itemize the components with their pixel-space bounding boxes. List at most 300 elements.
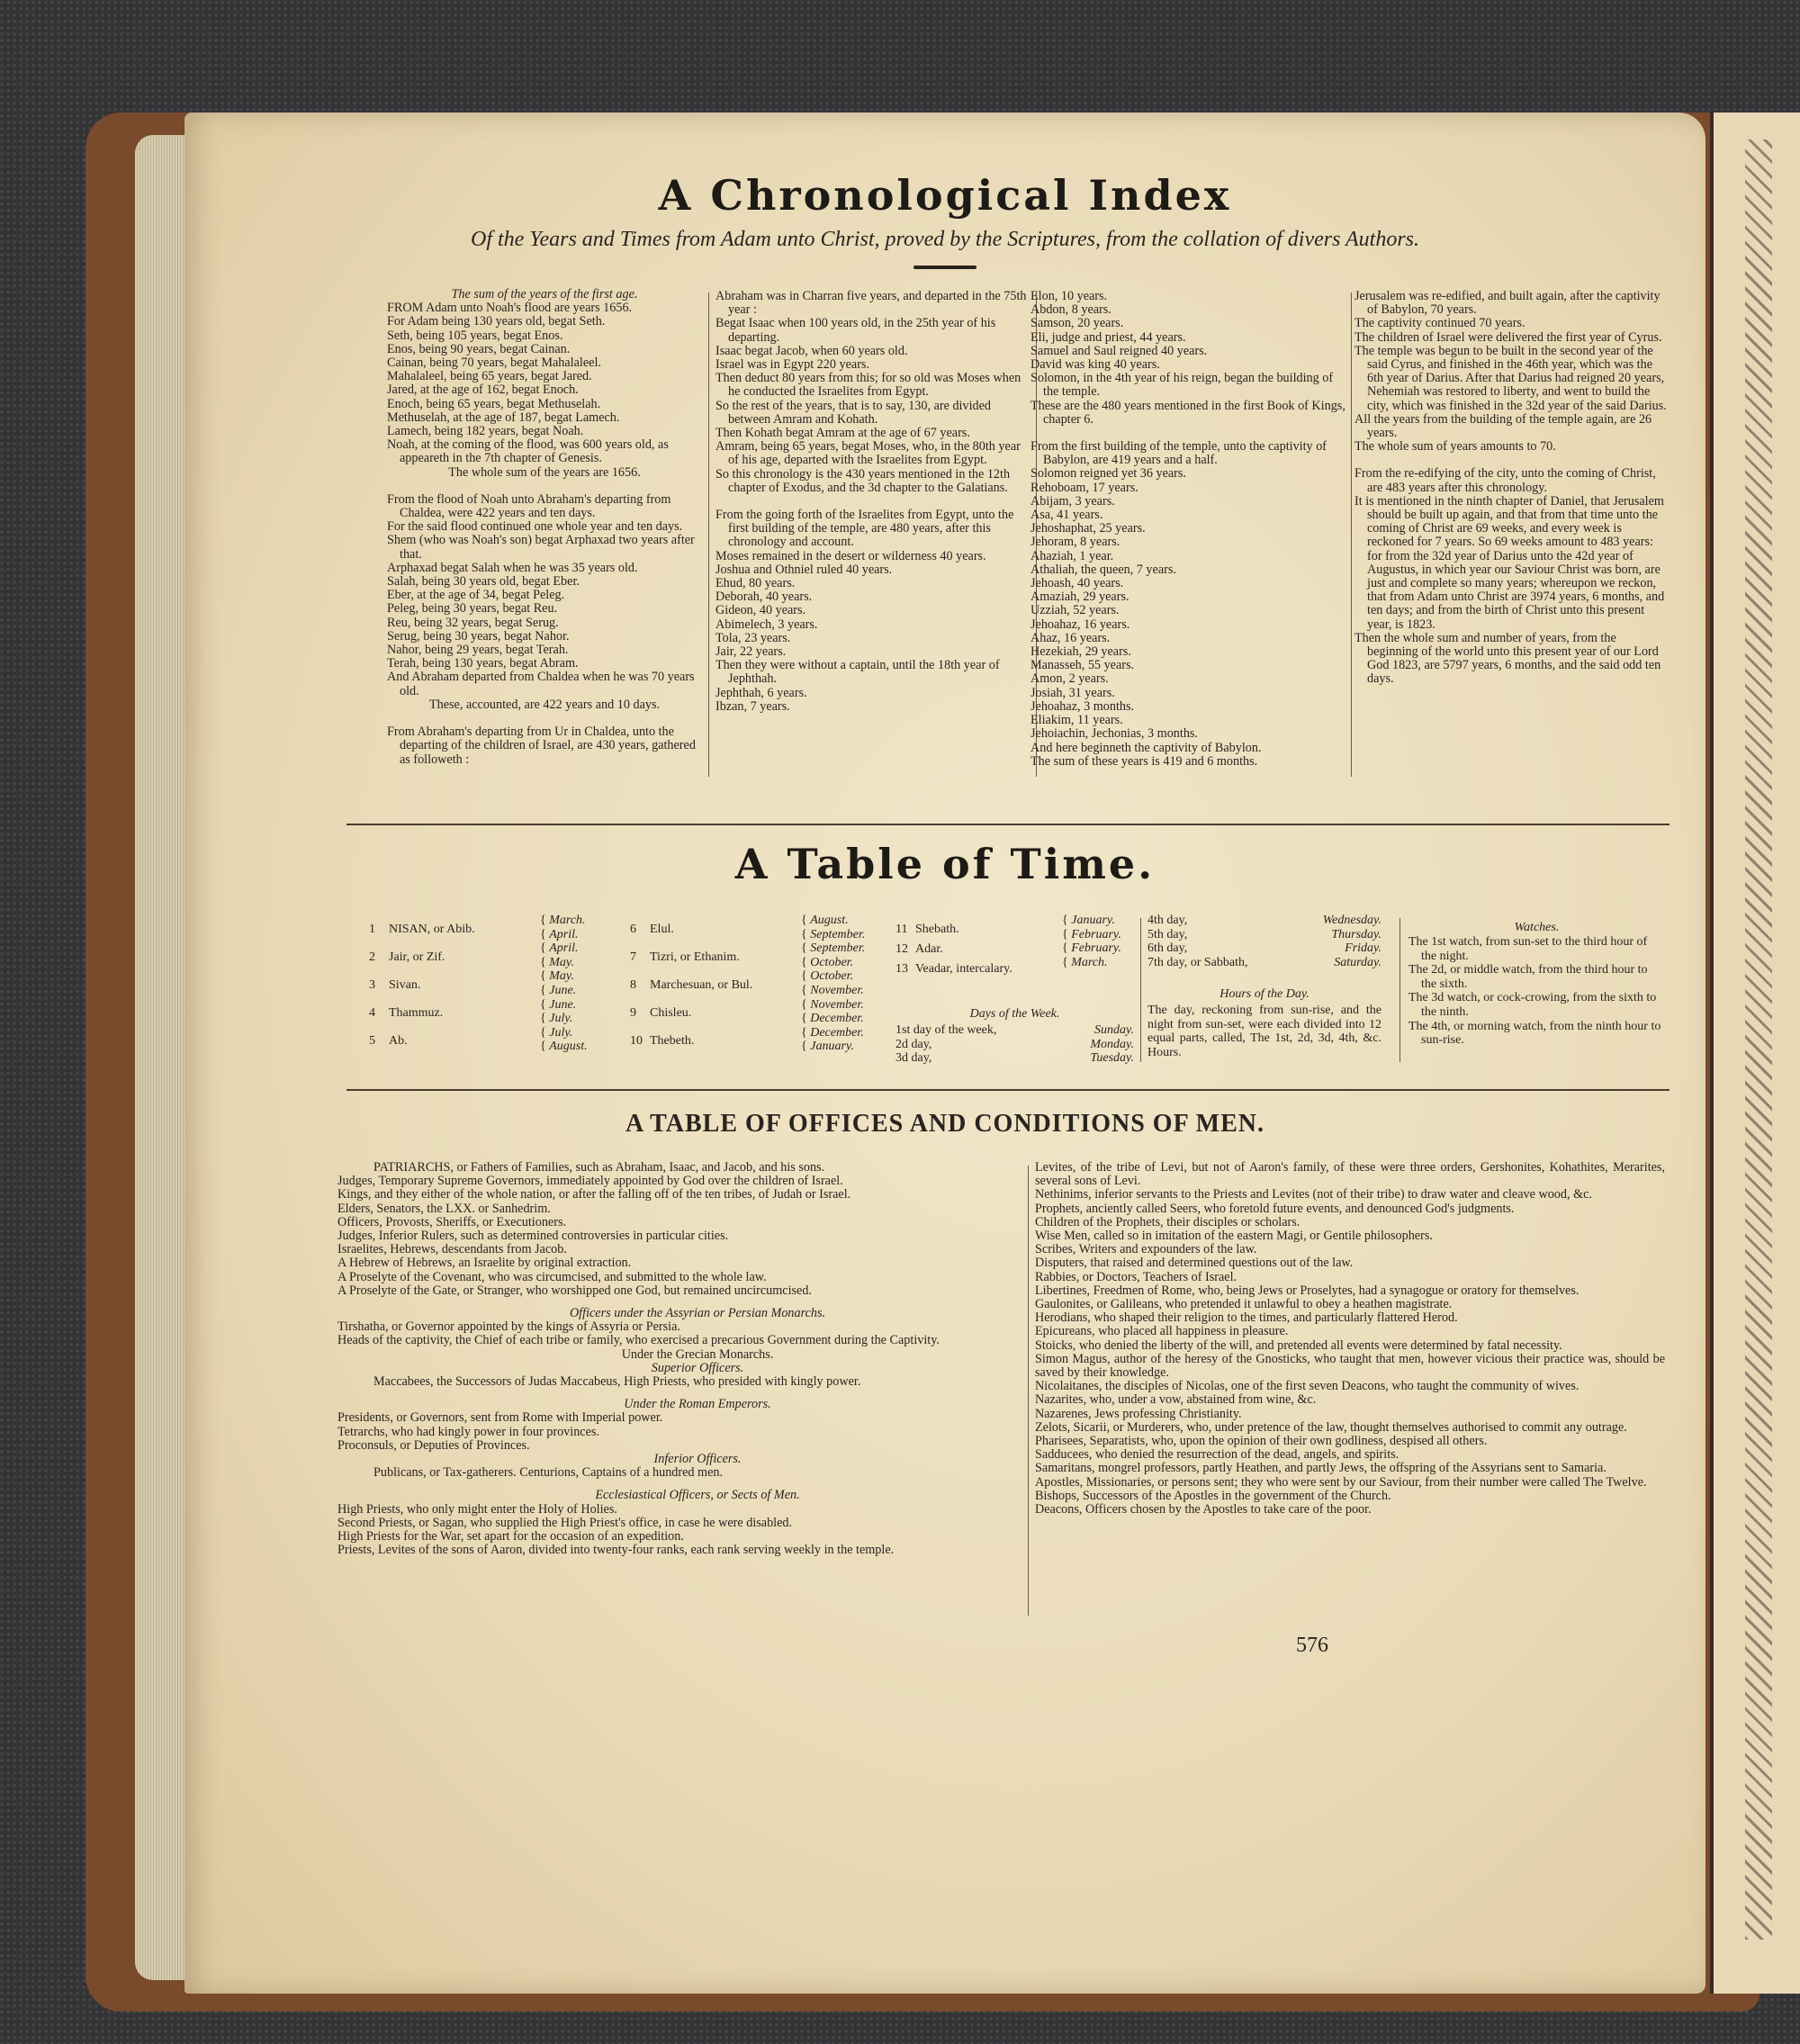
- book-page: [184, 113, 1706, 1994]
- chron-entry: The whole sum of the years are 1656.: [448, 464, 641, 480]
- month-row: [369, 923, 540, 950]
- chron-entry: Uzziah, 52 years.: [1030, 603, 1120, 618]
- chron-entry: Enoch, being 65 years, begat Methuselah.: [387, 396, 601, 411]
- days-list-2: [1148, 914, 1382, 969]
- watch-entry: The 1st watch, from sun-set to the third hour of the night.: [1408, 935, 1648, 963]
- brace-row: [540, 1012, 630, 1026]
- watches-list: [1408, 935, 1665, 1048]
- chron-entry: The whole sum of years amounts to 70.: [1354, 439, 1556, 455]
- table-of-time-title: A Table of Time.: [734, 840, 1156, 888]
- brace-glyph: {: [540, 983, 550, 997]
- month-row: [369, 1034, 540, 1062]
- office-entry: Apostles, Missionaries, or persons sent; they who were sent by our Saviour, from their number were called The Twelve.: [1035, 1474, 1647, 1490]
- brace-row: [540, 941, 630, 956]
- chron-entry: Samson, 20 years.: [1030, 316, 1124, 331]
- office-entry: Rabbies, or Doctors, Teachers of Israel.: [1035, 1269, 1238, 1284]
- month-name: Ab.: [389, 1034, 408, 1048]
- col1-entries: [387, 302, 702, 767]
- office-entry: Scribes, Writers and expounders of the law.: [1035, 1242, 1257, 1257]
- brace-month: October.: [810, 969, 854, 984]
- chron-entry: These are the 480 years mentioned in the first Book of Kings, chapter 6.: [1030, 398, 1346, 427]
- brace-month: May.: [549, 969, 574, 984]
- office-entry: Under the Roman Emperors.: [624, 1397, 771, 1412]
- month-list-1: [369, 923, 540, 1062]
- chron-entry: David was king 40 years.: [1030, 357, 1160, 373]
- brace-glyph: {: [1062, 927, 1072, 941]
- day-name: Wednesday.: [1322, 914, 1382, 927]
- office-entry: Under the Grecian Monarchs.: [621, 1346, 774, 1362]
- title-ornament: [914, 266, 976, 269]
- office-entry: Nicolaitanes, the disciples of Nicolas, one of the first seven Deacons, who taught the community of wives.: [1035, 1379, 1580, 1394]
- month-row: [630, 978, 810, 1006]
- office-entry: Judges, Temporary Supreme Governors, immediately appointed by God over the children of Israel.: [338, 1174, 843, 1189]
- office-entry: Samaritans, mongrel professors, partly Heathen, and partly Jews, the offspring of the Assyrians sent to Samaria.: [1035, 1461, 1606, 1476]
- brace-month: September.: [810, 927, 866, 941]
- chron-entry: Ehud, 80 years.: [716, 576, 796, 591]
- brace-month: January.: [810, 1040, 854, 1054]
- month-name: Thammuz.: [389, 1006, 444, 1020]
- chron-entry: Jephthah, 6 years.: [716, 685, 807, 700]
- brace-month: December.: [810, 1025, 864, 1040]
- brace-month: February.: [1071, 927, 1121, 941]
- brace-row: [801, 914, 891, 928]
- day-row: [1148, 941, 1382, 956]
- brace-glyph: {: [540, 1040, 550, 1054]
- chron-entry: Enos, being 90 years, begat Cainan.: [387, 341, 571, 356]
- day-ordinal: 5th day,: [1148, 927, 1188, 941]
- chron-column-3: [1030, 290, 1346, 769]
- brace-glyph: {: [540, 927, 550, 941]
- brace-glyph: {: [801, 969, 811, 984]
- chron-entry: Seth, being 105 years, begat Enos.: [387, 328, 563, 343]
- brace-month: April.: [549, 927, 579, 941]
- hours-heading: Hours of the Day.: [1220, 987, 1310, 1001]
- month-brace-1: [540, 914, 630, 1054]
- chron-entry: Ahaz, 16 years.: [1030, 630, 1111, 645]
- day-row: [896, 1038, 1134, 1052]
- brace-month: November.: [810, 997, 864, 1012]
- chron-entry: The children of Israel were delivered the first year of Cyrus.: [1354, 329, 1662, 345]
- chron-entry: Lamech, being 182 years, begat Noah.: [387, 424, 584, 439]
- chron-entry: Shem (who was Noah's son) begat Arphaxad two years after that.: [387, 533, 695, 562]
- chron-entry: Solomon, in the 4th year of his reign, began the building of the temple.: [1030, 371, 1334, 400]
- chron-entry: Begat Isaac when 100 years old, in the 25th year of his departing.: [716, 316, 996, 345]
- month-number: 5: [369, 1034, 375, 1048]
- office-entry: Levites, of the tribe of Levi, but not of Aaron's family, of these were three orders, Gershonites, Kohathites, Merarites, several sons of Levi.: [1035, 1160, 1665, 1189]
- office-entry: Elders, Senators, the LXX. or Sanhedrim.: [338, 1201, 551, 1216]
- office-entry: Prophets, anciently called Seers, who foretold future events, and denounced God's judgments.: [1035, 1201, 1515, 1216]
- month-list-2: [630, 923, 810, 1062]
- office-entry: Pharisees, Separatists, who, upon the opinion of their own godliness, despised all others.: [1035, 1434, 1488, 1449]
- office-entry: Disputers, that raised and determined questions out of the law.: [1035, 1256, 1354, 1271]
- offices-title: A TABLE OF OFFICES AND CONDITIONS OF MEN.: [626, 1110, 1264, 1138]
- day-row: [896, 1023, 1134, 1038]
- brace-row: [540, 969, 630, 984]
- brace-month: June.: [549, 983, 577, 997]
- chron-entry: From the going forth of the Israelites from Egypt, unto the first building of the temple, are 480 years, after this chronology and account.: [716, 508, 1014, 550]
- chron-entry: Samuel and Saul reigned 40 years.: [1030, 343, 1208, 358]
- brace-row: [801, 928, 891, 942]
- chron-entry: Jair, 22 years.: [716, 644, 787, 660]
- month-row: [896, 942, 1066, 962]
- month-number: 4: [369, 1006, 375, 1020]
- brace-month: July.: [549, 1025, 573, 1040]
- column-divider: [1351, 293, 1352, 777]
- office-entry: Libertines, Freedmen of Rome, who, being Jews or Proselytes, had a synagogue or oratory for themselves.: [1035, 1283, 1580, 1298]
- office-entry: A Proselyte of the Covenant, who was circumcised, and submitted to the whole law.: [338, 1269, 767, 1284]
- office-entry: Sadducees, who denied the resurrection of the dead, angels, and spirits.: [1035, 1447, 1400, 1463]
- office-entry: Kings, and they either of the whole nation, or after the falling off of the ten tribes, of Judah or Israel.: [338, 1187, 851, 1202]
- month-number: 1: [369, 923, 375, 936]
- brace-month: March.: [1071, 955, 1108, 969]
- chron-entry: Nahor, being 29 years, begat Terah.: [387, 643, 569, 658]
- brace-month: August.: [810, 914, 849, 927]
- month-row: [896, 962, 1066, 982]
- month-number: 11: [896, 923, 908, 936]
- chron-entry: Rehoboam, 17 years.: [1030, 480, 1138, 495]
- brace-row: [801, 1012, 891, 1026]
- chron-entry: Salah, being 30 years old, begat Eber.: [387, 574, 580, 590]
- office-entry: Tirshatha, or Governor appointed by the kings of Assyria or Persia.: [338, 1319, 680, 1335]
- office-entry: Inferior Officers.: [653, 1452, 742, 1467]
- chron-entry: These, accounted, are 422 years and 10 days.: [428, 697, 661, 712]
- brace-row: [801, 998, 891, 1013]
- watch-entry: The 3d watch, or cock-crowing, from the sixth to the ninth.: [1408, 991, 1657, 1019]
- chron-entry: Ahaziah, 1 year.: [1030, 548, 1114, 563]
- brace-glyph: {: [801, 1040, 811, 1054]
- month-name: Thebeth.: [650, 1034, 695, 1048]
- chron-entry: Athaliah, the queen, 7 years.: [1030, 562, 1176, 577]
- brace-row: [801, 969, 891, 984]
- office-entry: Officers, Provosts, Sheriffs, or Executioners.: [338, 1214, 567, 1229]
- day-ordinal: 3d day,: [896, 1051, 932, 1066]
- section-rule: [346, 1089, 1670, 1091]
- brace-glyph: {: [801, 1012, 811, 1026]
- brace-month: February.: [1071, 941, 1121, 956]
- month-number: 2: [369, 950, 375, 964]
- month-name: Tizri, or Ethanim.: [650, 950, 740, 964]
- office-entry: Tetrarchs, who had kingly power in four provinces.: [338, 1424, 599, 1439]
- chron-entry: Amaziah, 29 years.: [1030, 590, 1130, 605]
- brace-glyph: {: [801, 914, 811, 927]
- chron-entry: Hezekiah, 29 years.: [1030, 644, 1131, 660]
- chron-entry: Methuselah, at the age of 187, begat Lamech.: [387, 410, 620, 425]
- brace-glyph: {: [801, 927, 811, 941]
- month-name: Marchesuan, or Bul.: [650, 978, 753, 992]
- chron-entry: Tola, 23 years.: [716, 630, 791, 645]
- day-ordinal: 2d day,: [896, 1037, 932, 1051]
- month-number: 7: [630, 950, 636, 964]
- brace-glyph: {: [1062, 941, 1072, 956]
- brace-month: July.: [549, 1012, 573, 1026]
- col3-entries: [1030, 290, 1346, 769]
- day-ordinal: 6th day,: [1148, 941, 1188, 956]
- chron-entry: From the re-edifying of the city, unto the coming of Christ, are 483 years after this chronology.: [1354, 466, 1656, 495]
- month-brace-2: [801, 914, 891, 1054]
- office-entry: Children of the Prophets, their disciples or scholars.: [1035, 1214, 1300, 1229]
- ornament-border: [1745, 140, 1772, 1940]
- office-entry: Nazarenes, Jews professing Christianity.: [1035, 1406, 1242, 1421]
- chron-entry: Solomon reigned yet 36 years.: [1030, 466, 1186, 482]
- brace-row: [540, 984, 630, 998]
- month-number: 3: [369, 978, 375, 992]
- brace-month: June.: [549, 997, 577, 1012]
- brace-row: [801, 956, 891, 970]
- month-number: 12: [896, 942, 908, 956]
- month-number: 8: [630, 978, 636, 992]
- chron-entry: So the rest of the years, that is to say, 130, are divided between Amram and Kohath.: [716, 398, 992, 427]
- chron-entry: Amram, being 65 years, begat Moses, who, in the 80th year of his age, departed with the Israelites from Egypt.: [716, 439, 1021, 468]
- chron-entry: Josiah, 31 years.: [1030, 685, 1115, 700]
- brace-month: April.: [549, 941, 579, 956]
- chron-entry: Asa, 41 years.: [1030, 508, 1103, 523]
- office-entry: Bishops, Successors of the Apostles in the government of the Church.: [1035, 1488, 1391, 1503]
- offices-left: [338, 1160, 1022, 1558]
- month-number: 6: [630, 923, 636, 936]
- chron-entry: Peleg, being 30 years, begat Reu.: [387, 601, 558, 617]
- col4-entries: [1354, 290, 1668, 687]
- brace-month: October.: [810, 955, 854, 969]
- month-name: Elul.: [650, 923, 674, 936]
- chron-entry: Abdon, 8 years.: [1030, 302, 1112, 318]
- month-name: Jair, or Zif.: [389, 950, 446, 964]
- chron-entry: Ibzan, 7 years.: [716, 698, 790, 714]
- brace-row: [1062, 914, 1143, 928]
- days-list-1: [896, 1023, 1134, 1066]
- chron-column-4: [1354, 290, 1668, 687]
- office-entry: Gaulonites, or Galileans, who pretended it unlawful to obey a heathen magistrate.: [1035, 1297, 1453, 1312]
- watches-group: [1408, 914, 1665, 1085]
- day-ordinal: 7th day, or Sabbath,: [1148, 955, 1248, 969]
- month-row: [369, 950, 540, 978]
- chron-entry: Abijam, 3 years.: [1030, 493, 1115, 509]
- chron-entry: Jehoash, 40 years.: [1030, 576, 1124, 591]
- chron-entry: Jehoshaphat, 25 years.: [1030, 521, 1146, 536]
- brace-glyph: {: [540, 1012, 550, 1026]
- day-row: [1148, 914, 1382, 928]
- chron-entry: Serug, being 30 years, begat Nahor.: [387, 628, 570, 644]
- chron-entry: Joshua and Othniel ruled 40 years.: [716, 562, 893, 577]
- months-group-3: [896, 914, 1138, 1085]
- brace-row: [540, 1040, 630, 1054]
- chron-entry: Amon, 2 years.: [1030, 671, 1109, 687]
- offices-left-entries: [338, 1160, 1022, 1558]
- day-ordinal: 1st day of the week,: [896, 1023, 997, 1037]
- office-entry: Ecclesiastical Officers, or Sects of Men.: [595, 1488, 800, 1503]
- day-name: Sunday.: [1094, 1023, 1134, 1037]
- day-row: [1148, 956, 1382, 970]
- chronological-index-subtitle: Of the Years and Times from Adam unto Christ, proved by the Scriptures, from the collation of divers Authors.: [471, 228, 1419, 251]
- office-entry: Publicans, or Tax-gatherers. Centurions, Captains of a hundred men.: [374, 1465, 724, 1481]
- brace-glyph: {: [801, 941, 811, 956]
- chron-entry: Then deduct 80 years from this; for so old was Moses when he conducted the Israelites from Egypt.: [716, 371, 1022, 400]
- brace-row: [801, 1040, 891, 1054]
- chron-entry: Then Kohath begat Amram at the age of 67 years.: [716, 426, 970, 441]
- days-hours-group: [1148, 914, 1390, 1085]
- brace-month: May.: [549, 955, 574, 969]
- chron-entry: It is mentioned in the ninth chapter of Daniel, that Jerusalem should be built up again, and that from that time unto the coming of Christ are 69 weeks, and every week is reckoned for 7 years. So 69 weeks amount to 483 years: for from the 32d year of Darius unto the 42d year of Augustus, in which year our Saviour Christ was born, are just and complete so many years; whereupon we reckon, that from Adam unto Christ are 3974 years, 6 months, and ten days; and from the birth of Christ unto this present year, is 1823.: [1354, 493, 1665, 632]
- month-row: [369, 978, 540, 1006]
- brace-glyph: {: [540, 914, 550, 927]
- office-entry: Herodians, who shaped their religion to the times, and particularly flattered Herod.: [1035, 1310, 1458, 1326]
- office-entry: Wise Men, called so in imitation of the eastern Magi, or Gentile philosophers.: [1035, 1229, 1433, 1244]
- brace-row: [540, 1026, 630, 1040]
- month-name: Shebath.: [915, 923, 959, 936]
- month-brace-3: [1062, 914, 1143, 969]
- brace-row: [1062, 956, 1143, 970]
- chron-entry: Jehoahaz, 3 months.: [1030, 698, 1135, 714]
- chron-entry: From the flood of Noah unto Abraham's departing from Chaldea, were 422 years and ten days.: [387, 491, 671, 521]
- facing-page: [1710, 113, 1800, 1994]
- brace-glyph: {: [540, 955, 550, 969]
- office-entry: Deacons, Officers chosen by the Apostles to take care of the poor.: [1035, 1502, 1372, 1517]
- chron-column-1: [387, 288, 702, 767]
- brace-glyph: {: [801, 1025, 811, 1040]
- brace-month: March.: [549, 914, 586, 927]
- month-number: 9: [630, 1006, 636, 1020]
- chron-entry: FROM Adam unto Noah's flood are years 1656.: [387, 301, 633, 316]
- month-row: [896, 923, 1066, 942]
- day-name: Saturday.: [1334, 955, 1382, 969]
- column-divider: [708, 293, 709, 777]
- office-entry: Zelots, Sicarii, or Murderers, who, under pretence of the law, thought themselves authorised to commit any outrage.: [1035, 1419, 1627, 1435]
- office-entry: Israelites, Hebrews, descendants from Jacob.: [338, 1242, 567, 1257]
- chron-entry: Cainan, being 70 years, begat Mahalaleel.: [387, 356, 601, 371]
- brace-row: [540, 928, 630, 942]
- brace-row: [540, 956, 630, 970]
- office-entry: Maccabees, the Successors of Judas Maccabeus, High Priests, who presided with kingly power.: [374, 1374, 861, 1390]
- chron-entry: Moses remained in the desert or wilderness 40 years.: [716, 548, 986, 563]
- hours-text: The day, reckoning from sun-rise, and the night from sun-set, were each divided into 12 equal parts, called, The 1st, 2d, 3d, 4th, &c. Hours.: [1148, 1004, 1382, 1059]
- day-name: Thursday.: [1331, 927, 1382, 941]
- brace-row: [1062, 941, 1143, 956]
- chron-entry: Jerusalem was re-edified, and built again, after the captivity of Babylon, 70 years.: [1354, 289, 1660, 318]
- brace-row: [540, 998, 630, 1013]
- chron-entry: The sum of these years is 419 and 6 months.: [1030, 753, 1258, 769]
- offices-right-entries: [1035, 1161, 1665, 1517]
- office-entry: High Priests, who only might enter the Holy of Holies.: [338, 1501, 617, 1517]
- day-row: [1148, 928, 1382, 942]
- office-entry: Simon Magus, author of the heresy of the Gnosticks, who taught that men, however vicious their practice was, should be saved by their knowledge.: [1035, 1351, 1665, 1381]
- brace-row: [1062, 928, 1143, 942]
- chron-entry: Jehoahaz, 16 years.: [1030, 617, 1130, 632]
- chron-entry: Arphaxad begat Salah when he was 35 years old.: [387, 560, 638, 575]
- chronological-index-title: A Chronological Index: [658, 171, 1232, 220]
- office-entry: Nazarites, who, under a vow, abstained from wine, &c.: [1035, 1392, 1317, 1408]
- chron-entry: Reu, being 32 years, begat Serug.: [387, 615, 559, 630]
- office-entry: Officers under the Assyrian or Persian Monarchs.: [569, 1306, 826, 1321]
- office-entry: A Proselyte of the Gate, or Stranger, who worshipped one God, but remained uncircumcised.: [338, 1283, 812, 1298]
- chron-entry: And Abraham departed from Chaldea when he was 70 years old.: [387, 670, 695, 698]
- month-row: [630, 1006, 810, 1034]
- watch-entry: The 2d, or middle watch, from the third hour to the sixth.: [1408, 963, 1648, 991]
- col1-heading: The sum of the years of the first age.: [451, 287, 638, 302]
- chron-entry: And here beginneth the captivity of Babylon.: [1030, 740, 1262, 755]
- day-name: Monday.: [1090, 1037, 1134, 1051]
- chron-entry: For Adam being 130 years old, begat Seth.: [387, 314, 606, 329]
- brace-glyph: {: [540, 969, 550, 984]
- brace-glyph: {: [540, 1025, 550, 1040]
- office-entry: Second Priests, or Sagan, who supplied the High Priest's office, in case he were disabled.: [338, 1515, 793, 1530]
- month-name: NISAN, or Abib.: [389, 923, 475, 936]
- chron-entry: Israel was in Egypt 220 years.: [716, 357, 869, 373]
- chron-entry: For the said flood continued one whole year and ten days.: [387, 519, 683, 535]
- chron-entry: Isaac begat Jacob, when 60 years old.: [716, 343, 908, 358]
- brace-month: January.: [1071, 914, 1115, 927]
- office-entry: A Hebrew of Hebrews, an Israelite by original extraction.: [338, 1256, 632, 1271]
- office-entry: Stoicks, who denied the liberty of the will, and pretended all events were determined by fatal necessity.: [1035, 1337, 1562, 1353]
- brace-glyph: {: [540, 941, 550, 956]
- day-name: Friday.: [1345, 941, 1382, 956]
- day-row: [896, 1051, 1134, 1066]
- day-ordinal: 4th day,: [1148, 914, 1188, 927]
- office-entry: PATRIARCHS, or Fathers of Families, such as Abraham, Isaac, and Jacob, and his sons.: [374, 1160, 825, 1175]
- month-row: [369, 1006, 540, 1034]
- chron-entry: Abraham was in Charran five years, and departed in the 75th year :: [716, 289, 1027, 318]
- column-divider: [1028, 1166, 1029, 1616]
- watches-heading: Watches.: [1514, 921, 1560, 934]
- chron-entry: Mahalaleel, being 65 years, begat Jared.: [387, 369, 592, 384]
- month-number: 10: [630, 1034, 643, 1048]
- office-entry: Priests, Levites of the sons of Aaron, divided into twenty-four ranks, each rank serving weekly in the temple.: [338, 1543, 895, 1558]
- brace-row: [801, 1026, 891, 1040]
- chron-entry: Elon, 10 years.: [1030, 289, 1108, 303]
- month-name: Sivan.: [389, 978, 421, 992]
- month-name: Veadar, intercalary.: [915, 962, 1012, 976]
- brace-glyph: {: [540, 997, 550, 1012]
- chron-entry: Eber, at the age of 34, begat Peleg.: [387, 588, 565, 603]
- chron-entry: Eliakim, 11 years.: [1030, 713, 1123, 728]
- chron-entry: Then the whole sum and number of years, from the beginning of the world unto this present year of our Lord God 1823, are 5797 years, 6 months, and the said odd ten days.: [1354, 630, 1661, 687]
- brace-glyph: {: [801, 997, 811, 1012]
- chron-entry: Noah, at the coming of the flood, was 600 years old, as appeareth in the 7th chapter of Genesis.: [387, 437, 669, 466]
- chron-entry: From the first building of the temple, unto the captivity of Babylon, are 419 years and a half.: [1030, 439, 1328, 468]
- brace-glyph: {: [801, 983, 811, 997]
- month-row: [630, 950, 810, 978]
- chron-entry: Jehoiachin, Jechonias, 3 months.: [1030, 726, 1198, 742]
- page-number: 576: [1296, 1634, 1328, 1657]
- office-entry: Proconsuls, or Deputies of Provinces.: [338, 1437, 530, 1453]
- section-rule: [346, 824, 1670, 825]
- chron-entry: Abimelech, 3 years.: [716, 617, 818, 632]
- office-entry: Epicureans, who placed all happiness in pleasure.: [1035, 1324, 1289, 1339]
- month-number: 13: [896, 962, 908, 976]
- brace-glyph: {: [1062, 955, 1072, 969]
- offices-right: [1035, 1161, 1665, 1517]
- chron-entry: Jehoram, 8 years.: [1030, 535, 1120, 550]
- chron-entry: All the years from the building of the temple again, are 26 years.: [1354, 411, 1652, 441]
- office-entry: High Priests for the War, set apart for the occasion of an expedition.: [338, 1529, 684, 1544]
- office-entry: Presidents, or Governors, sent from Rome with Imperial power.: [338, 1410, 663, 1426]
- column-divider: [1140, 918, 1141, 1062]
- brace-month: December.: [810, 1012, 864, 1026]
- brace-row: [540, 914, 630, 928]
- chron-entry: Gideon, 40 years.: [716, 603, 806, 618]
- month-name: Adar.: [915, 942, 943, 956]
- month-list-3: [896, 923, 1066, 982]
- chron-entry: Jared, at the age of 162, begat Enoch.: [387, 383, 579, 398]
- chron-entry: Eli, judge and priest, 44 years.: [1030, 329, 1186, 345]
- month-name: Chisleu.: [650, 1006, 692, 1020]
- brace-month: August.: [549, 1040, 588, 1054]
- chron-entry: So this chronology is the 430 years mentioned in the 12th chapter of Exodus, and the 3d chapter to the Galatians.: [716, 466, 1011, 495]
- office-entry: Judges, Inferior Rulers, such as determined controversies in particular cities.: [338, 1229, 729, 1244]
- office-entry: Superior Officers.: [651, 1360, 744, 1375]
- chron-entry: Terah, being 130 years, begat Abram.: [387, 656, 579, 671]
- chron-entry: The temple was begun to be built in the second year of the said Cyrus, and finished in the 46th year, which was the 6th year of Darius. After that Darius had reigned 20 years, Nehemiah was restored to liberty, and went to build the city, which was finished in the 32d year of the said Darius.: [1354, 343, 1667, 413]
- chron-entry: From Abraham's departing from Ur in Chaldea, unto the departing of the children of Israel, are 430 years, gathered as followeth :: [387, 725, 696, 767]
- brace-row: [801, 984, 891, 998]
